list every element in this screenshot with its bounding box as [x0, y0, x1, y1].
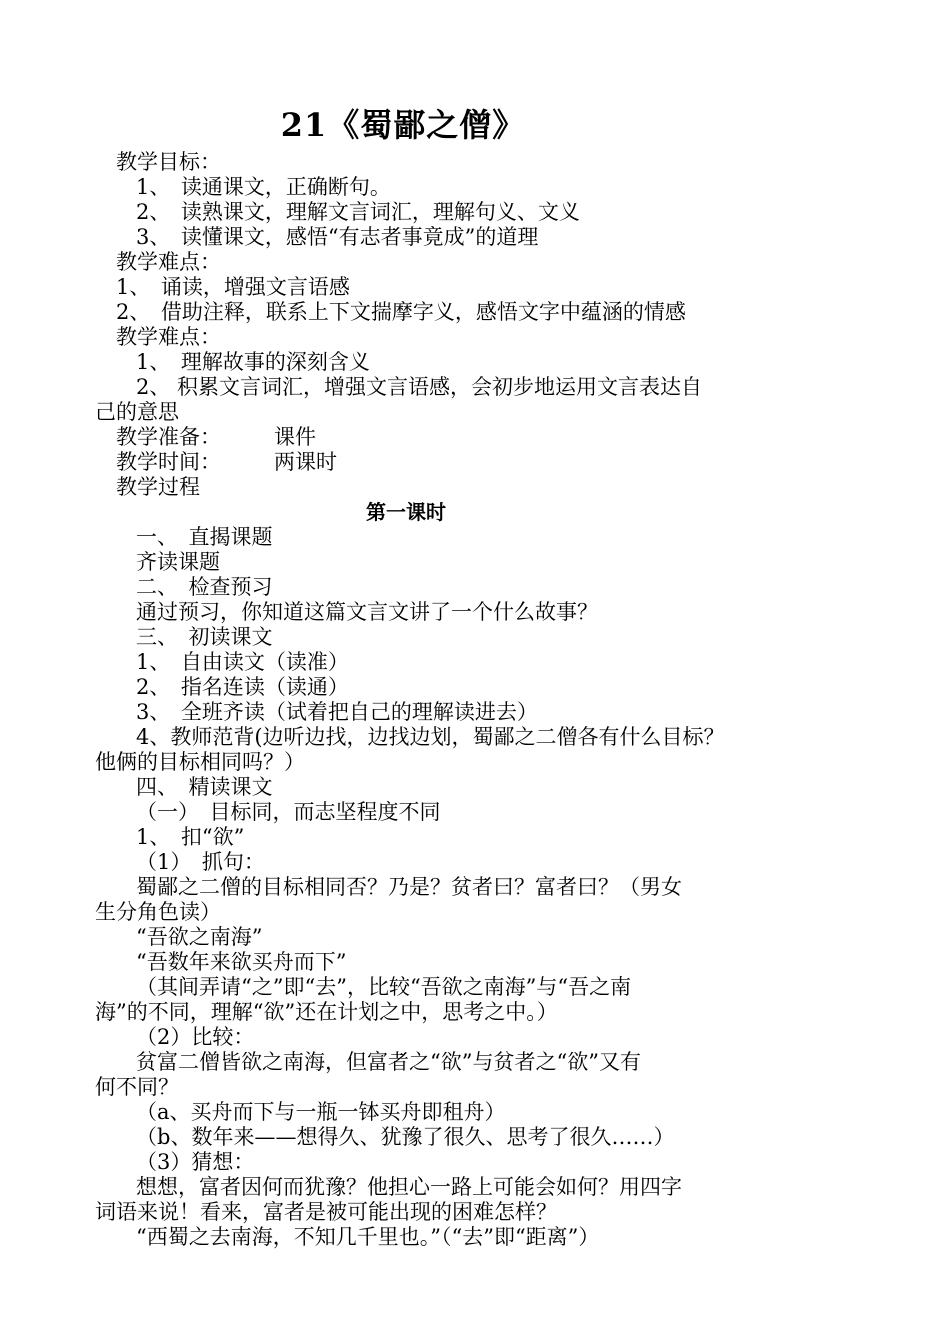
document-title: 21《蜀鄙之僧》	[280, 106, 526, 144]
body-line: （a、买舟而下与一瓶一钵买舟即租舟）	[136, 1100, 506, 1124]
body-line: “吾数年来欲买舟而下”	[136, 950, 347, 974]
body-line: （一） 目标同，而志坚程度不同	[136, 800, 441, 824]
objectives-heading: 教学目标：	[116, 150, 221, 174]
body-line: （其间弄请“之”即“去”，比较“吾欲之南海”与“吾之南	[136, 975, 632, 999]
difficulty-line: 1、 诵读，增强文言语感	[116, 275, 350, 299]
body-line: 一、 直揭课题	[136, 525, 273, 549]
objective-line: 3、 读懂课文，感悟“有志者事竟成”的道理	[136, 225, 539, 249]
difficulty-line-continued: 己的意思	[95, 400, 179, 424]
body-line: （b、数年来——想得久、犹豫了很久、思考了很久……）	[136, 1125, 675, 1149]
body-line: “吾欲之南海”	[136, 925, 263, 949]
body-line: （1） 抓句：	[136, 850, 265, 874]
body-line: 词语来说！看来，富者是被可能出现的困难怎样？	[95, 1200, 557, 1224]
body-line: 贫富二僧皆欲之南海，但富者之“欲”与贫者之“欲”又有	[136, 1050, 641, 1074]
objective-line: 2、 读熟课文，理解文言词汇，理解句义、文义	[136, 200, 580, 224]
body-line: 生分角色读）	[95, 900, 221, 924]
difficulty-heading: 教学难点：	[116, 325, 221, 349]
difficulty-heading: 教学难点：	[116, 250, 221, 274]
prep-value: 课件	[274, 425, 316, 449]
body-line: 海”的不同，理解“欲”还在计划之中，思考之中。）	[95, 1000, 558, 1024]
body-line: 4、教师范背(边听边找，边找边划，蜀鄙之二僧各有什么目标？	[136, 725, 725, 749]
body-line: 二、 检查预习	[136, 575, 273, 599]
body-line: 他俩的目标相同吗？）	[95, 750, 305, 774]
lesson-heading: 第一课时	[366, 500, 446, 524]
body-line: 何不同？	[95, 1075, 179, 1099]
body-line: 通过预习，你知道这篇文言文讲了一个什么故事？	[136, 600, 598, 624]
body-line: 四、 精读课文	[136, 775, 273, 799]
body-line: 蜀鄙之二僧的目标相同否？乃是？贫者曰？富者曰？（男女	[136, 875, 682, 899]
prep-row	[116, 425, 316, 450]
time-row	[116, 450, 337, 475]
body-line: 齐读课题	[136, 550, 220, 574]
objective-line: 1、 读通课文，正确断句。	[136, 175, 391, 199]
time-value: 两课时	[274, 450, 337, 474]
difficulty-line: 1、 理解故事的深刻含义	[136, 350, 370, 374]
body-line: （2）比较：	[136, 1025, 255, 1049]
body-line: 3、 全班齐读（试着把自己的理解读进去）	[136, 700, 538, 724]
time-label: 教学时间：	[116, 450, 221, 474]
body-line: 三、 初读课文	[136, 625, 273, 649]
body-line: 1、 自由读文（读准）	[136, 650, 349, 674]
difficulty-line: 2、 借助注释，联系上下文揣摩字义，感悟文字中蕴涵的情感	[116, 300, 686, 324]
body-line: “西蜀之去南海，不知几千里也。”（“去”即“距离”）	[136, 1225, 600, 1249]
process-heading: 教学过程	[116, 475, 200, 499]
body-line: 想想，富者因何而犹豫？他担心一路上可能会如何？用四字	[136, 1175, 682, 1199]
difficulty-line: 2、 积累文言词汇，增强文言语感，会初步地运用文言表达自	[136, 375, 703, 399]
prep-label: 教学准备：	[116, 425, 221, 449]
body-line: 2、 指名连读（读通）	[136, 675, 349, 699]
body-line: （3）猜想：	[136, 1150, 255, 1174]
body-line: 1、 扣“欲”	[136, 825, 245, 849]
